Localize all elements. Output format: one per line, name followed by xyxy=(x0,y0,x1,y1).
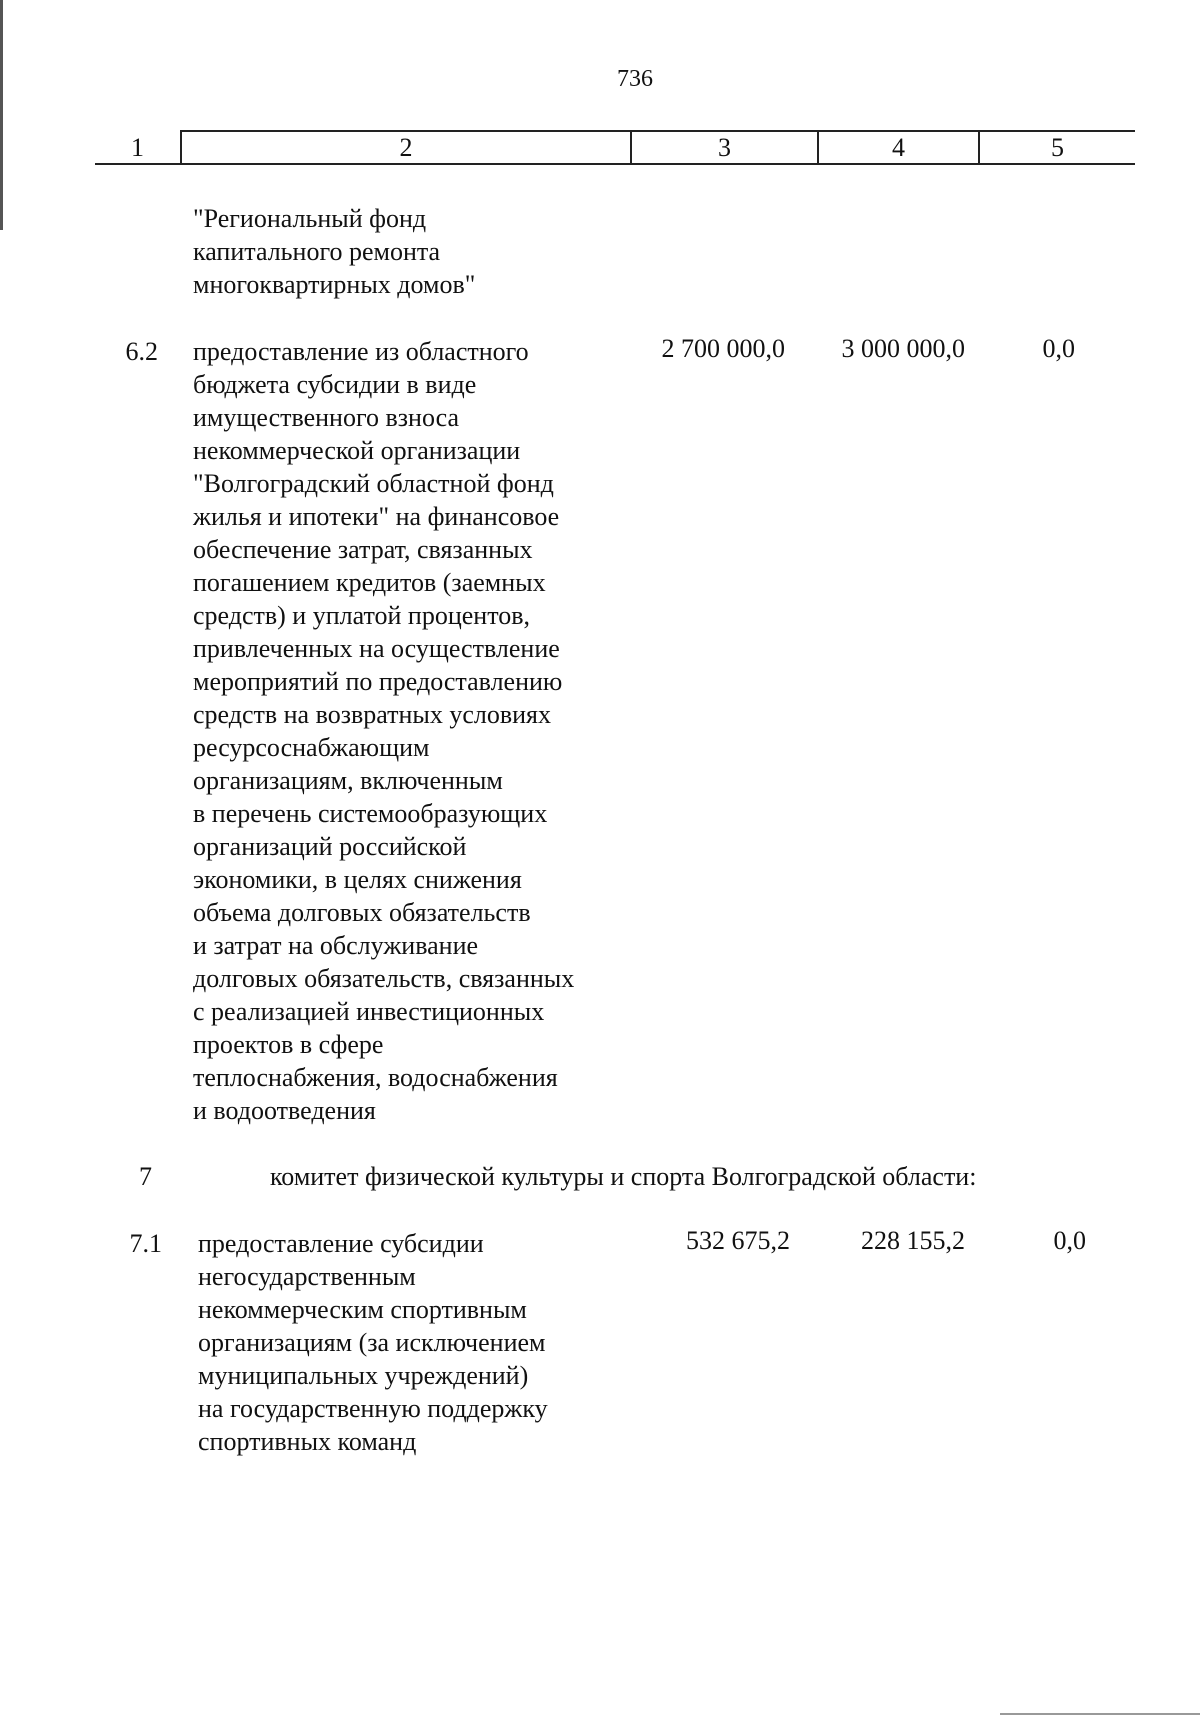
row-description: предоставление из областного бюджета субсидии в виде имущественного взноса некоммерческой организации "Волгоградский областной фонд жилья и ипотеки" на финансовое обеспечение затрат, связанных погашением кредитов (заемных средств) и уплатой процентов, привлеченных на осуществление мероприятий по предоставлению средств на возвратных условиях ресурсоснабжающим организациям, включенным в перечень системообразующих организаций российской экономики, в целях снижения объема долговых обязательств и затрат на обслуживание долговых обязательств, связанных с реализацией инвестиционных проектов в сфере теплоснабжения, водоснабжения и водоотведения xyxy=(193,337,575,1125)
row-description: предоставление субсидии негосударственным некоммерческим спортивным организациям (за исключением муниципальных учреждений) на государственную поддержку спортивных команд xyxy=(198,1229,548,1456)
header-col-1: 1 xyxy=(131,132,144,162)
row-value-col3: 2 700 000,0 xyxy=(661,334,785,363)
header-col-5: 5 xyxy=(1051,132,1064,162)
row-value-col5: 0,0 xyxy=(1042,334,1075,363)
header-col-2: 2 xyxy=(399,132,413,162)
row-number: 6.2 xyxy=(125,337,158,366)
table-header xyxy=(95,130,1135,165)
page-number: 736 xyxy=(617,66,653,92)
row-value-col3: 532 675,2 xyxy=(686,1226,790,1255)
scan-edge-left xyxy=(0,0,3,230)
row-value-col4: 228 155,2 xyxy=(861,1226,965,1255)
row-value-col4: 3 000 000,0 xyxy=(841,334,965,363)
row-description: "Региональный фонд капитального ремонта многоквартирных домов" xyxy=(193,204,476,299)
row-number: 7.1 xyxy=(129,1229,162,1258)
header-col-4: 4 xyxy=(892,132,905,162)
row-value-col5: 0,0 xyxy=(1053,1226,1086,1255)
section-title: комитет физической культуры и спорта Волгоградской области: xyxy=(270,1162,977,1191)
scan-edge-bottom xyxy=(1000,1713,1200,1715)
row-number: 7 xyxy=(139,1162,152,1191)
header-col-3: 3 xyxy=(718,132,731,162)
